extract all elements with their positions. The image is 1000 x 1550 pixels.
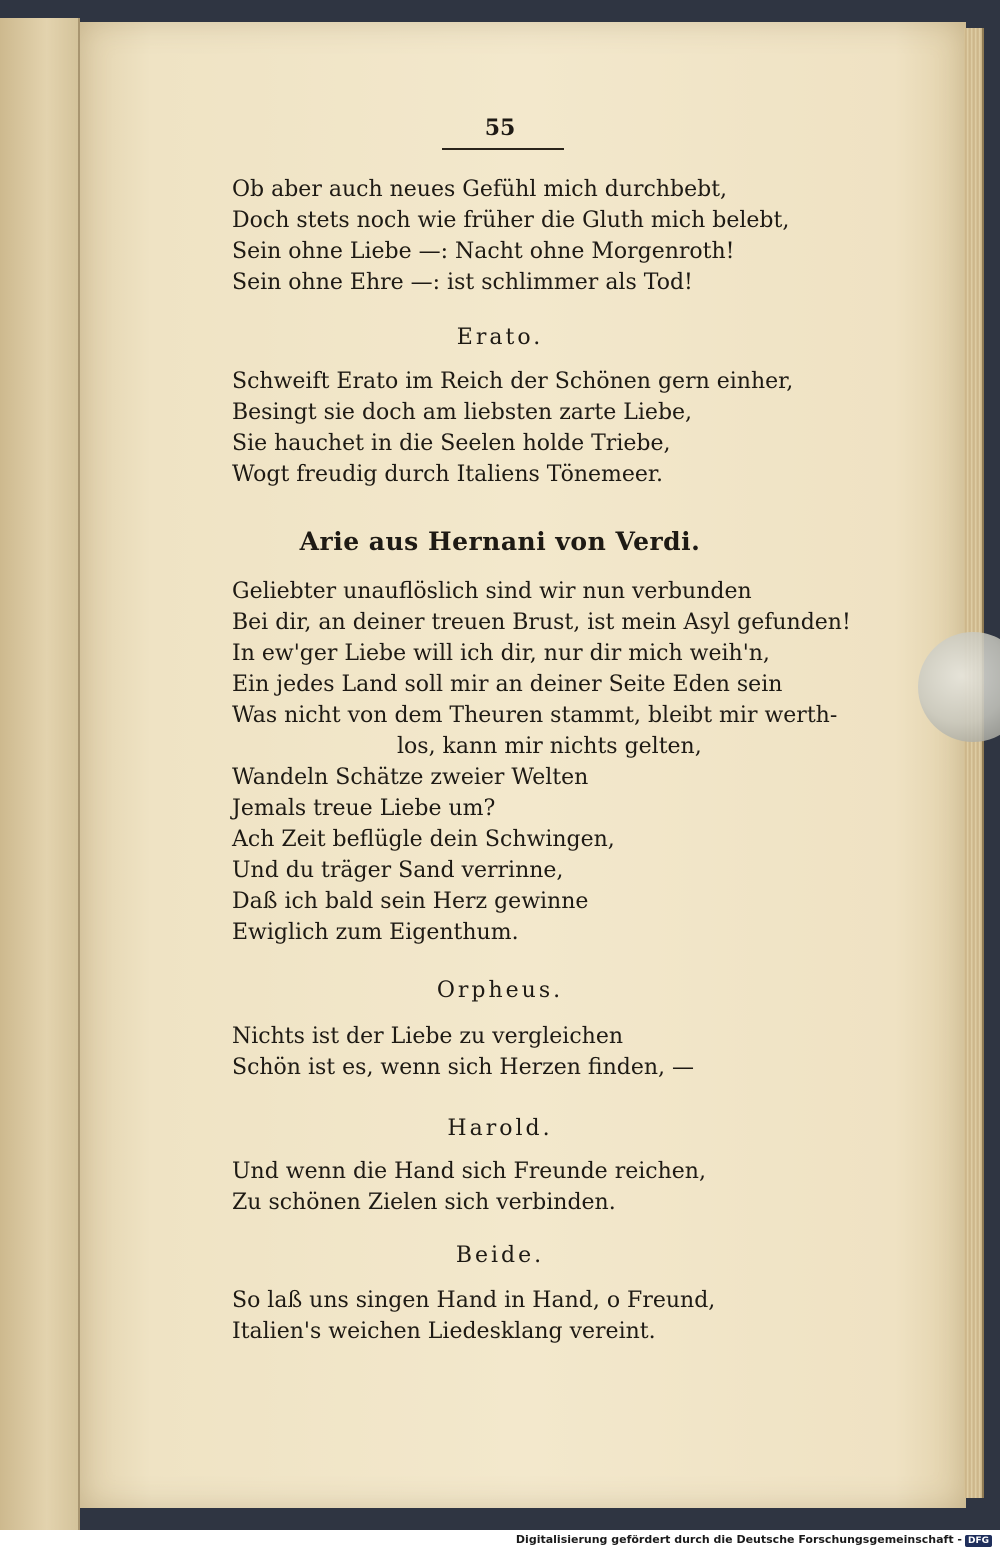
heading-arie: Arie aus Hernani von Verdi. [299, 527, 701, 556]
verse-line: Schweift Erato im Reich der Schönen gern einher, [232, 369, 794, 394]
verse-line: Doch stets noch wie früher die Gluth mich belebt, [232, 208, 790, 233]
credit-text: Digitalisierung gefördert durch die Deutsche Forschungsgemeinschaft - [515, 1533, 962, 1546]
heading-beide: Beide. [455, 1243, 545, 1268]
verse-line: Sie hauchet in die Seelen holde Triebe, [232, 431, 671, 456]
verse-line: Bei dir, an deiner treuen Brust, ist mein Asyl gefunden! [232, 610, 851, 635]
stanza-orpheus [232, 1021, 694, 1083]
digitization-credit [516, 1533, 992, 1547]
heading-harold: Harold. [447, 1116, 553, 1141]
verse-line: Wogt freudig durch Italiens Tönemeer. [232, 462, 664, 487]
verse-line: Ach Zeit beflügle dein Schwingen, [232, 827, 615, 852]
verse-line: Ewiglich zum Eigenthum. [232, 920, 519, 945]
verse-line: Nichts ist der Liebe zu vergleichen [232, 1024, 624, 1049]
verse-line: So laß uns singen Hand in Hand, o Freund, [232, 1288, 716, 1313]
verse-line: Italien's weichen Liedesklang vereint. [232, 1319, 656, 1344]
verse-line: Zu schönen Zielen sich verbinden. [232, 1190, 616, 1215]
page-number-rule [442, 148, 564, 150]
heading-orpheus: Orpheus. [436, 978, 564, 1003]
heading-erato: Erato. [456, 325, 544, 350]
verse-line: Ein jedes Land soll mir an deiner Seite Eden sein [232, 672, 783, 697]
page-number: 55 [484, 115, 516, 141]
verse-line: Geliebter unauflöslich sind wir nun verbunden [232, 579, 752, 604]
verse-line: Und du träger Sand verrinne, [232, 858, 564, 883]
verse-line: Jemals treue Liebe um? [232, 796, 496, 821]
verse-line: Wandeln Schätze zweier Welten [232, 765, 589, 790]
verse-line: Schön ist es, wenn sich Herzen finden, — [232, 1055, 695, 1080]
verse-line: In ew'ger Liebe will ich dir, nur dir mich weih'n, [232, 641, 770, 666]
previous-page-edge [0, 18, 80, 1530]
verse-line-continuation: los, kann mir nichts gelten, [397, 734, 702, 759]
verse-line: Besingt sie doch am liebsten zarte Liebe, [232, 400, 693, 425]
dfg-logo: DFG [965, 1535, 992, 1547]
stanza-beide [232, 1285, 715, 1347]
stanza-erato [232, 366, 793, 490]
verse-line: Ob aber auch neues Gefühl mich durchbebt, [232, 177, 728, 202]
stanza-harold [232, 1156, 706, 1218]
page-stack-edge [964, 28, 984, 1498]
verse-line: Was nicht von dem Theuren stammt, bleibt mir werth- [232, 703, 838, 728]
verse-line: Sein ohne Liebe —: Nacht ohne Morgenroth! [232, 239, 735, 264]
stanza-opening [232, 174, 789, 298]
verse-line: Und wenn die Hand sich Freunde reichen, [232, 1159, 706, 1184]
stanza-arie [232, 576, 851, 948]
verse-line: Daß ich bald sein Herz gewinne [232, 889, 589, 914]
verse-line: Sein ohne Ehre —: ist schlimmer als Tod! [232, 270, 693, 295]
